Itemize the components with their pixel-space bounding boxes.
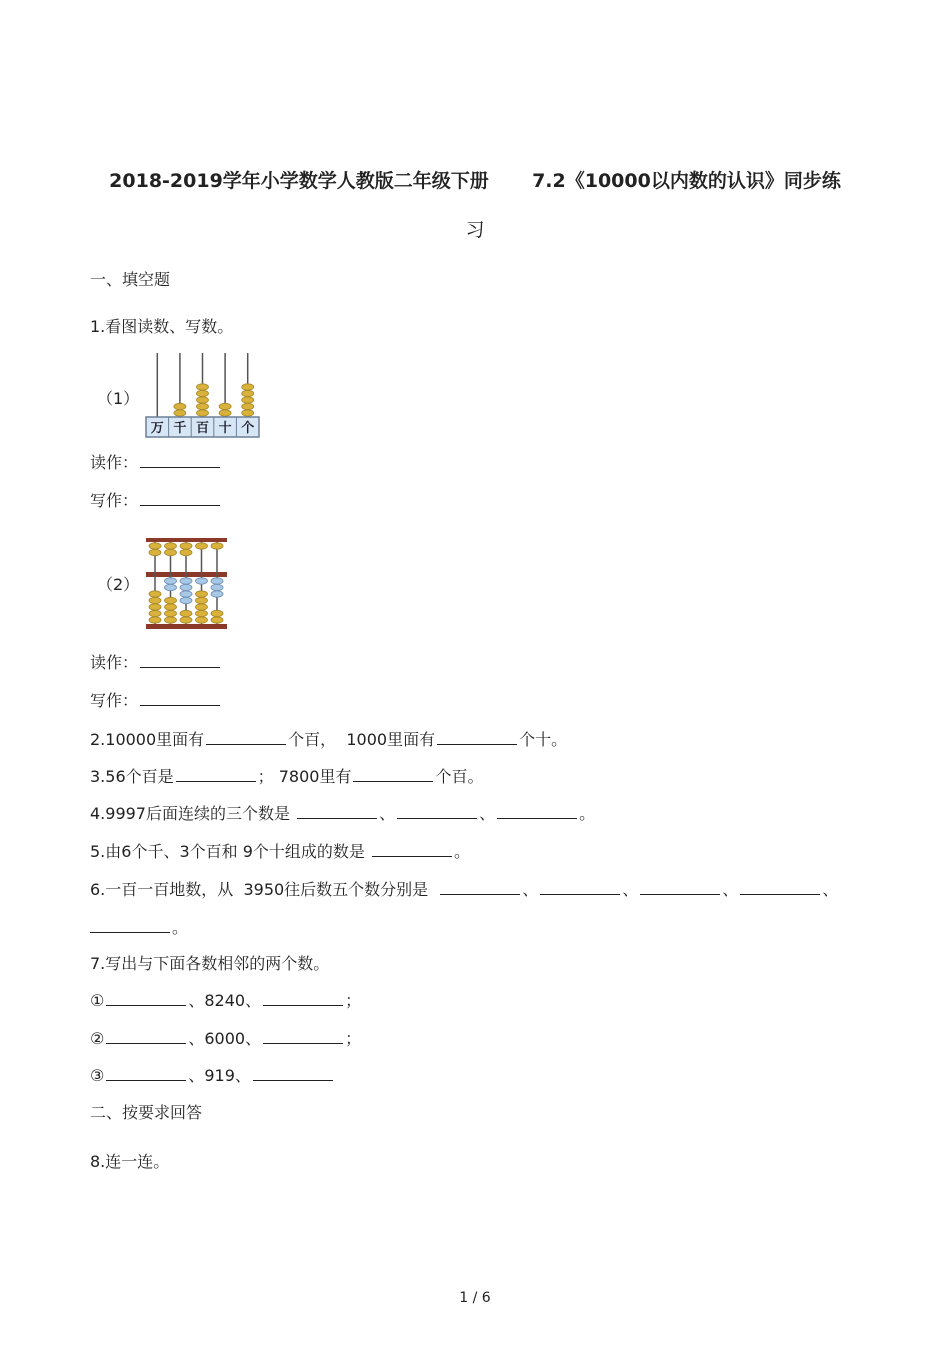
abacus-bead — [165, 617, 177, 623]
q7-item-3: ③ 、919、 — [90, 1066, 335, 1086]
abacus-bead — [149, 597, 161, 603]
abacus-bead — [196, 604, 208, 610]
document-title — [0, 166, 950, 193]
answer-blank[interactable] — [540, 880, 620, 895]
place-value-label: 万 — [150, 421, 164, 436]
counter-bead — [219, 410, 231, 416]
abacus-diagram — [145, 537, 229, 631]
answer-blank[interactable] — [263, 991, 343, 1006]
abacus-bead — [180, 591, 192, 597]
counter-bead — [197, 403, 209, 409]
q3: 3.56个百是 ； 7800里有 个百。 — [90, 767, 484, 786]
answer-blank[interactable] — [263, 1029, 343, 1044]
answer-blank[interactable] — [140, 691, 220, 706]
abacus-bead — [165, 584, 177, 590]
q1-part2-write: 写作： — [90, 691, 222, 711]
abacus-bead — [211, 584, 223, 590]
counter-bead — [242, 384, 254, 390]
section-heading-fill-blank: 一、填空题 — [90, 270, 171, 289]
counter-bead — [197, 390, 209, 396]
counter-bead — [242, 397, 254, 403]
answer-blank[interactable] — [140, 453, 220, 468]
answer-blank[interactable] — [440, 880, 520, 895]
counter-bead — [242, 390, 254, 396]
q1-part1-write: 写作： — [90, 491, 222, 511]
abacus-bead — [211, 591, 223, 597]
place-value-label: 百 — [195, 421, 210, 436]
abacus-bead — [165, 610, 177, 616]
page-number: 1 / 6 — [459, 1290, 491, 1306]
answer-blank[interactable] — [106, 991, 186, 1006]
abacus-bead — [149, 617, 161, 623]
document-title-line-2: 习 — [465, 219, 485, 241]
q7-item-1: ① 、8240、 ； — [90, 991, 362, 1010]
q6: 6.一百一百地数，从 3950往后数五个数分别是 、 、 、 、 — [90, 880, 839, 899]
abacus-bead — [165, 604, 177, 610]
q1-part1-label: （1） — [97, 389, 140, 408]
answer-blank[interactable] — [206, 730, 286, 745]
counter-bead — [197, 384, 209, 390]
abacus-bead — [180, 610, 192, 616]
abacus-bead — [196, 597, 208, 603]
answer-blank[interactable] — [640, 880, 720, 895]
q8-prompt: 8.连一连。 — [90, 1152, 170, 1171]
abacus-bead — [180, 597, 192, 603]
abacus-bead — [196, 591, 208, 597]
abacus-bead — [165, 578, 177, 584]
abacus-bead — [180, 617, 192, 623]
q7-prompt: 7.写出与下面各数相邻的两个数。 — [90, 954, 330, 973]
abacus-bead — [180, 543, 192, 549]
abacus-bead — [165, 597, 177, 603]
answer-blank[interactable] — [297, 804, 377, 819]
abacus-bead — [196, 617, 208, 623]
abacus-bead — [180, 578, 192, 584]
q6-continued: 。 — [90, 918, 188, 938]
q4: 4.9997后面连续的三个数是 、 、 。 — [90, 804, 596, 823]
place-value-label: 千 — [173, 421, 187, 436]
counting-frame-diagram — [145, 350, 261, 440]
counter-bead — [197, 397, 209, 403]
q1-part1-read: 读作： — [90, 453, 222, 473]
abacus-bead — [211, 610, 223, 616]
answer-blank[interactable] — [176, 767, 256, 782]
abacus-bead — [211, 578, 223, 584]
answer-blank[interactable] — [106, 1029, 186, 1044]
answer-blank[interactable] — [740, 880, 820, 895]
q1-prompt: 1.看图读数、写数。 — [90, 317, 234, 336]
abacus-bead — [180, 584, 192, 590]
abacus-bead — [149, 543, 161, 549]
counter-bead — [197, 410, 209, 416]
abacus-bead — [165, 549, 177, 555]
q2: 2.10000里面有 个百， 1000里面有 个十。 — [90, 730, 568, 749]
place-value-label: 十 — [218, 421, 232, 436]
abacus-bead — [180, 549, 192, 555]
abacus-bead — [149, 549, 161, 555]
counter-bead — [242, 410, 254, 416]
q7-item-2: ② 、6000、 ； — [90, 1029, 362, 1048]
abacus-bead — [196, 578, 208, 584]
abacus-bead — [149, 604, 161, 610]
counter-bead — [174, 410, 186, 416]
counter-bead — [219, 403, 231, 409]
abacus-bead — [149, 610, 161, 616]
abacus-bead — [211, 543, 223, 549]
title-part-1: 2018-2019学年小学数学人教版二年级下册 — [109, 170, 489, 192]
answer-blank[interactable] — [353, 767, 433, 782]
answer-blank[interactable] — [140, 491, 220, 506]
place-value-label: 个 — [241, 421, 255, 436]
title-part-2: 7.2《10000以内数的认识》同步练 — [532, 170, 841, 192]
abacus-bead — [165, 543, 177, 549]
answer-blank[interactable] — [372, 842, 452, 857]
q1-part2-read: 读作： — [90, 653, 222, 673]
answer-blank[interactable] — [437, 730, 517, 745]
abacus-bead — [196, 610, 208, 616]
answer-blank[interactable] — [397, 804, 477, 819]
answer-blank[interactable] — [497, 804, 577, 819]
q1-part2-label: （2） — [97, 575, 140, 594]
counter-bead — [242, 403, 254, 409]
abacus-bead — [149, 591, 161, 597]
counter-bead — [174, 403, 186, 409]
section-heading-answer: 二、按要求回答 — [90, 1103, 203, 1122]
answer-blank[interactable] — [90, 918, 170, 933]
abacus-bead — [196, 543, 208, 549]
abacus-bead — [211, 617, 223, 623]
answer-blank[interactable] — [253, 1066, 333, 1081]
answer-blank[interactable] — [106, 1066, 186, 1081]
answer-blank[interactable] — [140, 653, 220, 668]
q5: 5.由6个千、3个百和 9个十组成的数是 。 — [90, 842, 471, 861]
